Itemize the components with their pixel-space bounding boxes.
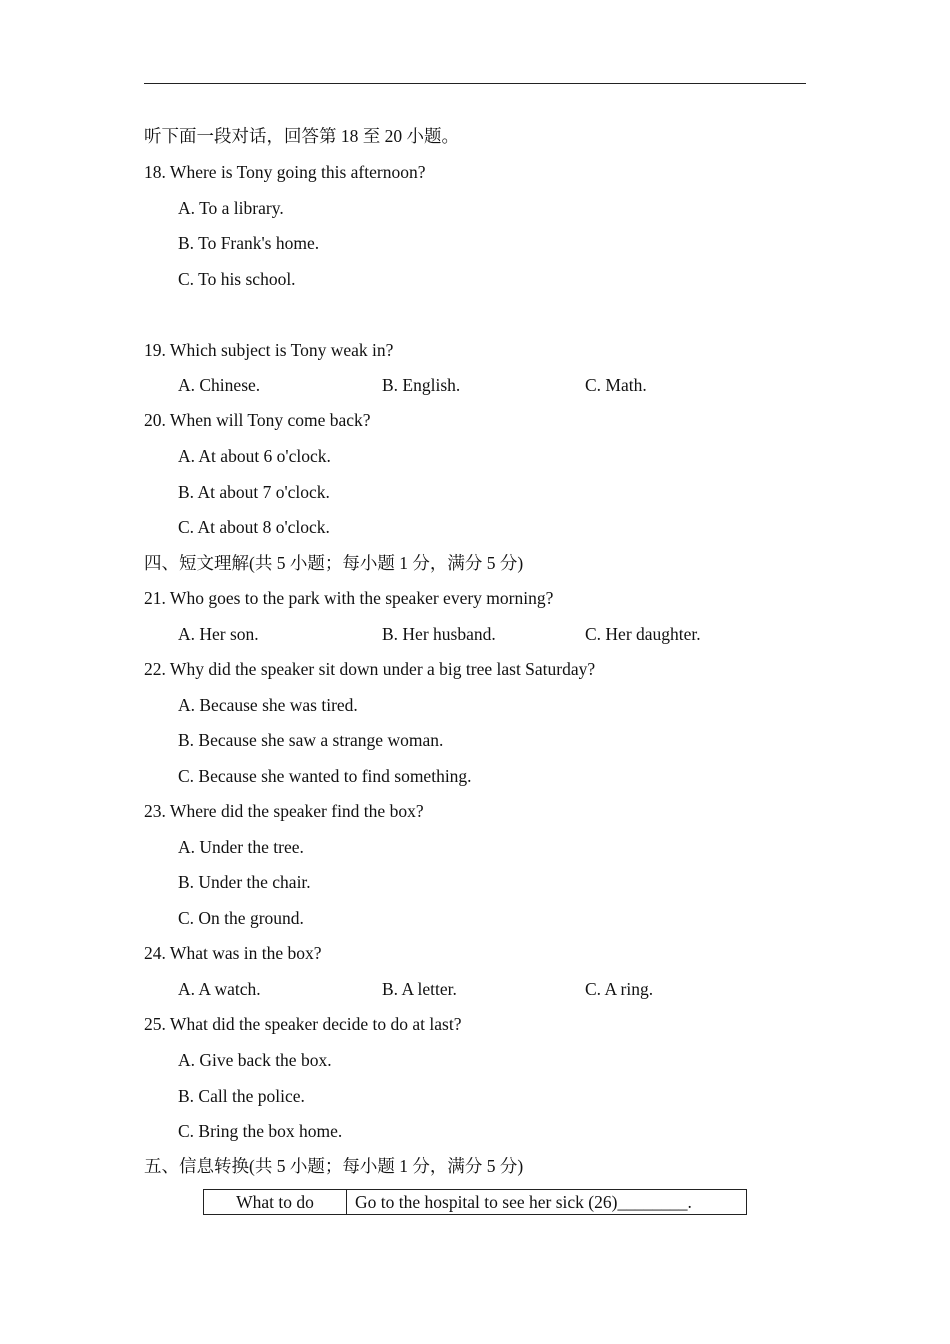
q24-option-a: A. A watch. [178, 979, 261, 999]
q21-option-a: A. Her son. [178, 624, 259, 644]
q22-option-c: C. Because she wanted to find something. [178, 766, 472, 786]
q19-option-a: A. Chinese. [178, 375, 261, 395]
question-20: 20. When will Tony come back? [144, 410, 371, 430]
q20-option-b: B. At about 7 o'clock. [178, 482, 330, 502]
question-21: 21. Who goes to the park with the speaker every morning? [144, 588, 554, 608]
q23-option-a: A. Under the tree. [178, 837, 304, 857]
question-24: 24. What was in the box? [144, 943, 322, 963]
table-cell-label: What to do [204, 1190, 347, 1215]
q22-option-a: A. Because she was tired. [178, 695, 358, 715]
q25-option-b: B. Call the police. [178, 1086, 305, 1106]
q25-option-a: A. Give back the box. [178, 1050, 332, 1070]
header-rule [144, 83, 806, 84]
q23-option-c: C. On the ground. [178, 908, 304, 928]
q24-option-c: C. A ring. [585, 979, 654, 999]
question-19: 19. Which subject is Tony weak in? [144, 340, 394, 360]
q21-option-c: C. Her daughter. [585, 624, 701, 644]
q19-option-b: B. English. [382, 375, 461, 395]
q18-option-b: B. To Frank's home. [178, 233, 320, 253]
table-row [204, 1190, 747, 1215]
q25-option-c: C. Bring the box home. [178, 1121, 343, 1141]
q20-option-c: C. At about 8 o'clock. [178, 517, 330, 537]
q19-option-c: C. Math. [585, 375, 647, 395]
question-18: 18. Where is Tony going this afternoon? [144, 162, 426, 182]
question-22: 22. Why did the speaker sit down under a big tree last Saturday? [144, 659, 596, 679]
table-cell-value: Go to the hospital to see her sick (26)________. [347, 1190, 747, 1215]
q22-option-b: B. Because she saw a strange woman. [178, 730, 444, 750]
q18-option-c: C. To his school. [178, 269, 296, 289]
q18-option-a: A. To a library. [178, 198, 284, 218]
q20-option-a: A. At about 6 o'clock. [178, 446, 331, 466]
section3-intro: 听下面一段对话，回答第 18 至 20 小题。 [144, 126, 459, 146]
q21-option-b: B. Her husband. [382, 624, 496, 644]
section4-heading: 四、短文理解(共 5 小题；每小题 1 分，满分 5 分) [144, 553, 524, 573]
question-25: 25. What did the speaker decide to do at last? [144, 1014, 462, 1034]
section5-heading: 五、信息转换(共 5 小题；每小题 1 分，满分 5 分) [144, 1156, 524, 1176]
info-table [203, 1189, 747, 1215]
question-23: 23. Where did the speaker find the box? [144, 801, 424, 821]
q24-option-b: B. A letter. [382, 979, 457, 999]
q23-option-b: B. Under the chair. [178, 872, 311, 892]
